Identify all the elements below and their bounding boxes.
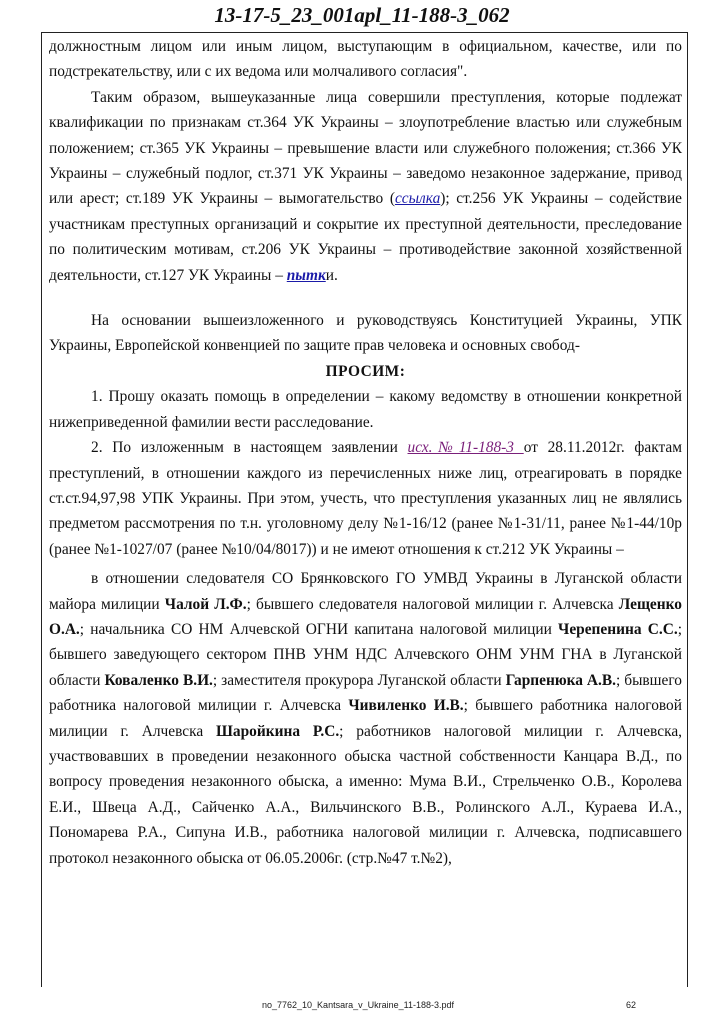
footer-page-number: 62 xyxy=(626,1000,637,1010)
person-name: Лещенко О.А. xyxy=(49,595,682,638)
spacer xyxy=(49,288,682,308)
text-segment: и. xyxy=(325,266,338,284)
text-segment: ; работников налоговой милиции г. Алчевска, участвовавших в проведении незаконного обыска частной собственности Канцара В.Д., по вопросу проведения незаконного обыска, а именно: Мума В.И., Стрельченко О.В., Королева Е.И., Швеца А.Д., Сайченко А.А., Вильчинского В.В., Ролинского А.Л., Кураева И.А., Пономарева Р.А., Сипуна И.В., работника налоговой милиции г. Алчевска, подписавшего протокол незаконного обыска от 06.05.2006г. (стр.№47 т.№2), xyxy=(49,722,682,867)
text-segment: ; бывшего следователя налоговой милиции г. Алчевска xyxy=(246,595,619,613)
document-header-title: 13-17-5_23_001apl_11-188-3_062 xyxy=(214,3,510,27)
text-segment: ; бывшего работника налоговой милиции г. Алчевска xyxy=(49,671,682,715)
paragraph-persons xyxy=(49,566,682,871)
person-name: Чалой Л.Ф. xyxy=(164,595,247,613)
link-pytki[interactable]: пытк xyxy=(286,266,326,284)
person-name: Шаройкина Р.С. xyxy=(216,722,340,740)
text-segment: ; заместителя прокурора Луганской области xyxy=(212,671,506,689)
text-segment: от 28.11.2012г. фактам преступлений, в отношении каждого из перечисленных ниже лиц, отреагировать в порядке ст.ст.94,97,98 УПК Украины. При этом, учесть, что преступления указанных лиц не являлись предметом рассмотрения по т.н. уголовному делу №1-16/12 (ранее №1-31/11, ранее №1-44/10р (ранее №1-1027/07 (ранее №10/04/8017)) и не имеют отношения к ст.212 УК Украины – xyxy=(49,439,682,558)
person-name: Коваленко В.И. xyxy=(104,671,213,689)
person-name: Черепенина С.С. xyxy=(558,620,678,638)
link-ref-11-188-3[interactable]: исх.№11-188-3 xyxy=(407,439,524,457)
heading-prosim: ПРОСИМ: xyxy=(325,362,406,380)
person-name: Чивиленко И.В. xyxy=(348,697,464,715)
document-body xyxy=(49,34,682,871)
text-segment: в отношении следователя СО Брянковского ГО УМВД Украины в Луганской области майора милиции xyxy=(49,570,682,613)
text-segment: ; бывшего работника налоговой милиции г. Алчевска xyxy=(49,697,682,740)
text-segment: ); ст.256 УК Украины – содействие участникам преступных организаций и сокрытие их преступной деятельности, преследование по политическим мотивам, ст.206 УК Украины – противодействие законной хозяйственной деятельности, ст.127 УК Украины – xyxy=(49,190,683,284)
text-segment: ; начальника СО НМ Алчевской ОГНИ капитана налоговой милиции xyxy=(79,620,559,638)
person-name: Гарпенюка А.В. xyxy=(505,671,616,689)
request-item-2 xyxy=(49,435,682,562)
footer-filename: no_7762_10_Kantsara_v_Ukraine_11-188-3.pdf xyxy=(262,1000,454,1010)
paragraph-basis: На основании вышеизложенного и руководствуясь Конституцией Украины, УПК Украины, Европейской конвенцией по защите прав человека и основных свобод- xyxy=(49,312,682,355)
request-item-1: 1. Прошу оказать помощь в определении – какому ведомству в отношении конкретной нижеприведенной фамилии вести расследование. xyxy=(49,388,682,431)
link-ssylka[interactable]: ссылка xyxy=(394,190,441,208)
paragraph-qualification xyxy=(49,85,682,288)
text-segment: 2. По изложенным в настоящем заявлении xyxy=(91,439,408,457)
paragraph-quote-end: должностным лицом или иным лицом, выступающим в официальном, качестве, или по подстрекательству, или с их ведома или молчаливого согласия". xyxy=(49,38,682,81)
text-segment: ; бывшего заведующего сектором ПНВ УНМ НДС Алчевского ОНМ УНМ ГНА в Луганской области xyxy=(49,620,682,689)
text-segment: Таким образом, вышеуказанные лица совершили преступления, которые подлежат квалификации по признакам ст.364 УК Украины – злоупотребление властью или служебным положением; ст.365 УК Украины – превышение власти или служебного положения; ст.366 УК Украины – служебный подлог, ст.371 УК Украины – заведомо незаконное задержание, привод или арест; ст.189 УК Украины – вымогательство ( xyxy=(49,88,682,208)
